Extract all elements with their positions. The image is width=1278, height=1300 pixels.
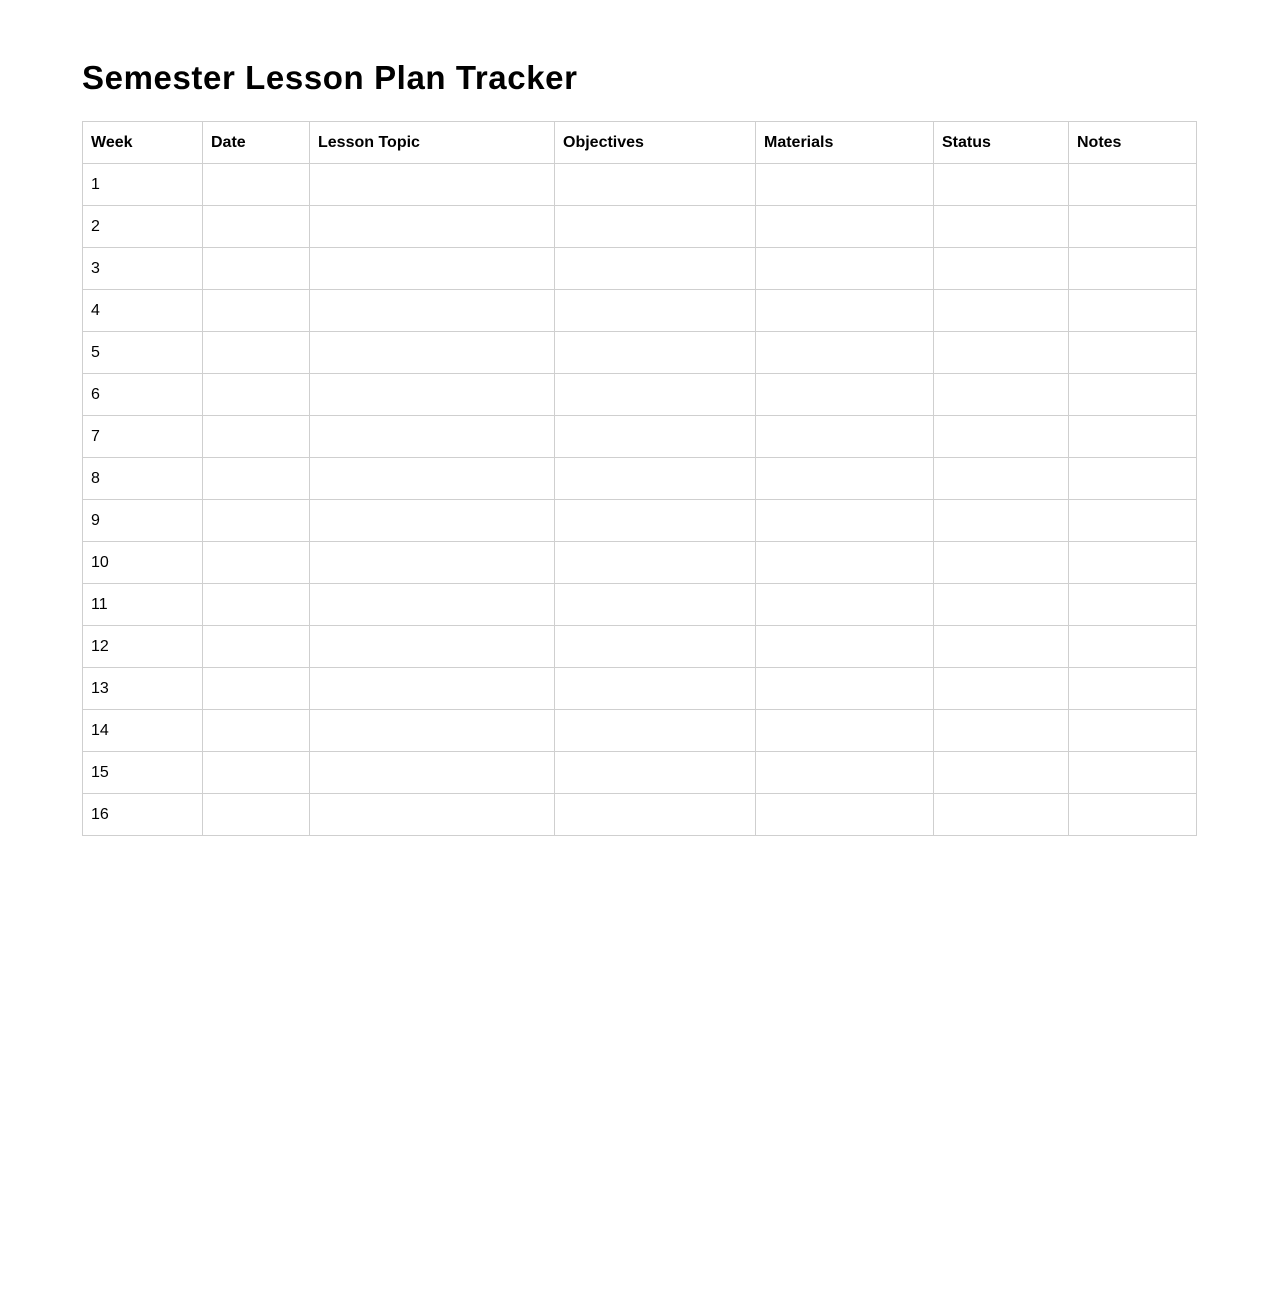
table-row xyxy=(83,542,1197,584)
cell-materials[interactable] xyxy=(756,794,934,836)
cell-date[interactable] xyxy=(203,206,310,248)
cell-lesson-topic[interactable] xyxy=(310,290,555,332)
cell-status[interactable] xyxy=(934,416,1069,458)
cell-week[interactable]: 8 xyxy=(83,458,203,500)
cell-week[interactable]: 14 xyxy=(83,710,203,752)
cell-materials[interactable] xyxy=(756,584,934,626)
cell-notes[interactable] xyxy=(1069,626,1197,668)
cell-notes[interactable] xyxy=(1069,500,1197,542)
cell-objectives[interactable] xyxy=(555,542,756,584)
cell-notes[interactable] xyxy=(1069,374,1197,416)
column-header-objectives: Objectives xyxy=(555,122,756,164)
cell-notes[interactable] xyxy=(1069,332,1197,374)
cell-lesson-topic[interactable] xyxy=(310,500,555,542)
cell-week[interactable]: 15 xyxy=(83,752,203,794)
cell-week[interactable]: 2 xyxy=(83,206,203,248)
cell-lesson-topic[interactable] xyxy=(310,542,555,584)
cell-lesson-topic[interactable] xyxy=(310,416,555,458)
table-header-row xyxy=(83,122,1197,164)
cell-date[interactable] xyxy=(203,374,310,416)
cell-notes[interactable] xyxy=(1069,710,1197,752)
cell-week[interactable]: 9 xyxy=(83,500,203,542)
cell-objectives[interactable] xyxy=(555,248,756,290)
cell-lesson-topic[interactable] xyxy=(310,626,555,668)
cell-status[interactable] xyxy=(934,626,1069,668)
cell-date[interactable] xyxy=(203,332,310,374)
cell-week[interactable]: 13 xyxy=(83,668,203,710)
cell-materials[interactable] xyxy=(756,752,934,794)
cell-notes[interactable] xyxy=(1069,458,1197,500)
cell-materials[interactable] xyxy=(756,710,934,752)
cell-status[interactable] xyxy=(934,794,1069,836)
column-header-week: Week xyxy=(83,122,203,164)
cell-materials[interactable] xyxy=(756,458,934,500)
table-row xyxy=(83,584,1197,626)
cell-lesson-topic[interactable] xyxy=(310,458,555,500)
cell-materials[interactable] xyxy=(756,332,934,374)
cell-status[interactable] xyxy=(934,752,1069,794)
cell-notes[interactable] xyxy=(1069,752,1197,794)
cell-notes[interactable] xyxy=(1069,290,1197,332)
cell-objectives[interactable] xyxy=(555,164,756,206)
cell-lesson-topic[interactable] xyxy=(310,794,555,836)
cell-week[interactable]: 4 xyxy=(83,290,203,332)
cell-date[interactable] xyxy=(203,458,310,500)
cell-week[interactable]: 16 xyxy=(83,794,203,836)
cell-materials[interactable] xyxy=(756,290,934,332)
cell-notes[interactable] xyxy=(1069,794,1197,836)
cell-notes[interactable] xyxy=(1069,416,1197,458)
cell-week[interactable]: 12 xyxy=(83,626,203,668)
table-row xyxy=(83,290,1197,332)
table-row xyxy=(83,416,1197,458)
column-header-materials: Materials xyxy=(756,122,934,164)
cell-objectives[interactable] xyxy=(555,374,756,416)
cell-status[interactable] xyxy=(934,374,1069,416)
cell-status[interactable] xyxy=(934,290,1069,332)
cell-materials[interactable] xyxy=(756,374,934,416)
table-row xyxy=(83,248,1197,290)
cell-lesson-topic[interactable] xyxy=(310,206,555,248)
cell-notes[interactable] xyxy=(1069,542,1197,584)
column-header-notes: Notes xyxy=(1069,122,1197,164)
cell-lesson-topic[interactable] xyxy=(310,332,555,374)
cell-materials[interactable] xyxy=(756,500,934,542)
cell-lesson-topic[interactable] xyxy=(310,752,555,794)
cell-week[interactable]: 6 xyxy=(83,374,203,416)
table-row xyxy=(83,332,1197,374)
cell-date[interactable] xyxy=(203,626,310,668)
cell-status[interactable] xyxy=(934,206,1069,248)
cell-week[interactable]: 3 xyxy=(83,248,203,290)
cell-objectives[interactable] xyxy=(555,710,756,752)
cell-date[interactable] xyxy=(203,710,310,752)
cell-lesson-topic[interactable] xyxy=(310,668,555,710)
cell-lesson-topic[interactable] xyxy=(310,710,555,752)
table-header xyxy=(83,122,1197,164)
cell-notes[interactable] xyxy=(1069,248,1197,290)
cell-date[interactable] xyxy=(203,248,310,290)
cell-objectives[interactable] xyxy=(555,332,756,374)
cell-status[interactable] xyxy=(934,584,1069,626)
cell-notes[interactable] xyxy=(1069,206,1197,248)
cell-date[interactable] xyxy=(203,500,310,542)
table-row xyxy=(83,458,1197,500)
cell-materials[interactable] xyxy=(756,626,934,668)
cell-status[interactable] xyxy=(934,542,1069,584)
table-row xyxy=(83,206,1197,248)
cell-objectives[interactable] xyxy=(555,206,756,248)
cell-lesson-topic[interactable] xyxy=(310,164,555,206)
cell-objectives[interactable] xyxy=(555,458,756,500)
cell-materials[interactable] xyxy=(756,164,934,206)
column-header-lesson-topic: Lesson Topic xyxy=(310,122,555,164)
cell-objectives[interactable] xyxy=(555,668,756,710)
cell-objectives[interactable] xyxy=(555,794,756,836)
table-row xyxy=(83,164,1197,206)
cell-objectives[interactable] xyxy=(555,290,756,332)
cell-date[interactable] xyxy=(203,542,310,584)
table-row xyxy=(83,626,1197,668)
table-row xyxy=(83,500,1197,542)
cell-materials[interactable] xyxy=(756,248,934,290)
table-row xyxy=(83,668,1197,710)
cell-lesson-topic[interactable] xyxy=(310,248,555,290)
table-row xyxy=(83,374,1197,416)
cell-materials[interactable] xyxy=(756,416,934,458)
cell-status[interactable] xyxy=(934,248,1069,290)
cell-lesson-topic[interactable] xyxy=(310,584,555,626)
table-row xyxy=(83,752,1197,794)
cell-objectives[interactable] xyxy=(555,500,756,542)
cell-date[interactable] xyxy=(203,794,310,836)
cell-objectives[interactable] xyxy=(555,752,756,794)
cell-week[interactable]: 11 xyxy=(83,584,203,626)
cell-status[interactable] xyxy=(934,332,1069,374)
cell-status[interactable] xyxy=(934,164,1069,206)
cell-notes[interactable] xyxy=(1069,584,1197,626)
cell-date[interactable] xyxy=(203,164,310,206)
cell-week[interactable]: 5 xyxy=(83,332,203,374)
column-header-date: Date xyxy=(203,122,310,164)
cell-objectives[interactable] xyxy=(555,416,756,458)
lesson-plan-table xyxy=(82,121,1197,836)
cell-date[interactable] xyxy=(203,668,310,710)
table-row xyxy=(83,794,1197,836)
cell-week[interactable]: 7 xyxy=(83,416,203,458)
cell-status[interactable] xyxy=(934,668,1069,710)
cell-materials[interactable] xyxy=(756,206,934,248)
cell-date[interactable] xyxy=(203,416,310,458)
cell-date[interactable] xyxy=(203,290,310,332)
table-row xyxy=(83,710,1197,752)
cell-status[interactable] xyxy=(934,500,1069,542)
cell-objectives[interactable] xyxy=(555,626,756,668)
cell-notes[interactable] xyxy=(1069,164,1197,206)
cell-status[interactable] xyxy=(934,458,1069,500)
cell-date[interactable] xyxy=(203,584,310,626)
cell-week[interactable]: 10 xyxy=(83,542,203,584)
column-header-status: Status xyxy=(934,122,1069,164)
cell-status[interactable] xyxy=(934,710,1069,752)
cell-lesson-topic[interactable] xyxy=(310,374,555,416)
cell-materials[interactable] xyxy=(756,542,934,584)
table-body xyxy=(83,164,1197,836)
cell-notes[interactable] xyxy=(1069,668,1197,710)
page-title: Semester Lesson Plan Tracker xyxy=(82,59,578,96)
cell-date[interactable] xyxy=(203,752,310,794)
cell-materials[interactable] xyxy=(756,668,934,710)
cell-objectives[interactable] xyxy=(555,584,756,626)
cell-week[interactable]: 1 xyxy=(83,164,203,206)
